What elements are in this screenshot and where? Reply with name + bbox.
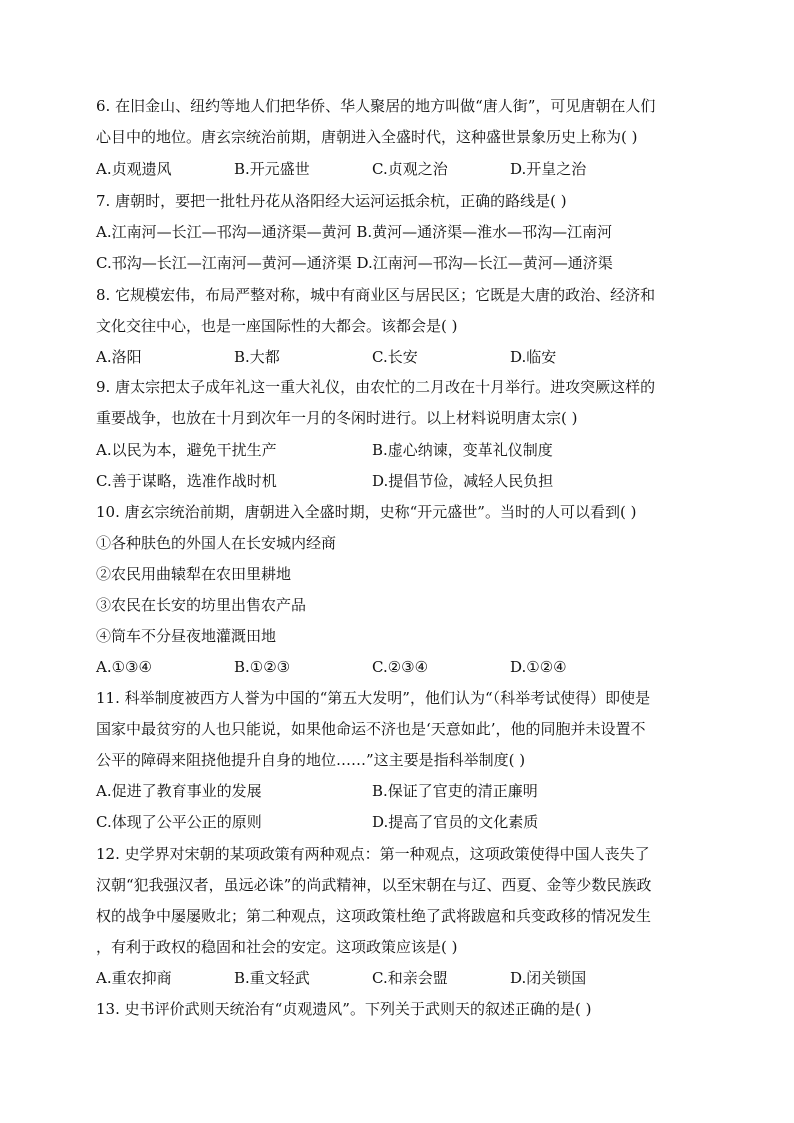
option-a: A.①③④ xyxy=(96,658,152,676)
option-b: B.重文轻武 xyxy=(234,969,310,987)
option-c: C.和亲会盟 xyxy=(372,969,448,987)
question-12-line-1: 12. 史学界对宋朝的某项政策有两种观点：第一种观点，这项政策使得中国人丧失了 xyxy=(96,845,650,863)
option-c: C.善于谋略，选准作战时机 xyxy=(96,472,277,490)
question-10-item-1: ①各种肤色的外国人在长安城内经商 xyxy=(96,534,337,552)
question-8-line-2: 文化交往中心，也是一座国际性的大都会。该都会是( ) xyxy=(96,317,458,335)
option-d: D.闭关锁国 xyxy=(510,969,587,987)
question-6-line-1: 6. 在旧金山、纽约等地人们把华侨、华人聚居的地方叫做“唐人街”，可见唐朝在人们 xyxy=(96,97,656,115)
option-ab: A.江南河—长江—邗沟—通济渠—黄河 B.黄河—通济渠—淮水—邗沟—江南河 xyxy=(96,223,613,241)
option-d: D.提倡节俭，减轻人民负担 xyxy=(372,472,554,490)
option-c: C.②③④ xyxy=(372,658,429,676)
option-b: B.开元盛世 xyxy=(234,160,310,178)
option-a: A.促进了教育事业的发展 xyxy=(96,782,262,800)
question-9-line-1: 9. 唐太宗把太子成年礼这一重大礼仪，由农忙的二月改在十月举行。进攻突厥这样的 xyxy=(96,378,656,396)
option-a: A.贞观遗风 xyxy=(96,160,172,178)
option-d: D.提高了官员的文化素质 xyxy=(372,813,539,831)
question-11-line-3: 公平的障碍来阻挠他提升自身的地位……”这主要是指科举制度( ) xyxy=(96,751,526,769)
question-7-line-1: 7. 唐朝时，要把一批牡丹花从洛阳经大运河运抵余杭，正确的路线是( ) xyxy=(96,192,567,210)
question-9-line-2: 重要战争，也放在十月到次年一月的冬闲时进行。以上材料说明唐太宗( ) xyxy=(96,409,578,427)
question-12-line-3: 权的战争中屡屡败北；第二种观点，这项政策杜绝了武将跋扈和兵变政移的情况发生 xyxy=(96,907,652,925)
option-c: C.贞观之治 xyxy=(372,160,448,178)
question-13-line-1: 13. 史书评价武则天统治有“贞观遗风”。下列关于武则天的叙述正确的是( ) xyxy=(96,1000,592,1018)
question-8-line-1: 8. 它规模宏伟，布局严整对称，城中有商业区与居民区；它既是大唐的政治、经济和 xyxy=(96,286,656,304)
question-10-item-4: ④筒车不分昼夜地灌溉田地 xyxy=(96,627,277,645)
option-b: B.大都 xyxy=(234,348,280,366)
option-c: C.长安 xyxy=(372,348,418,366)
option-d: D.开皇之治 xyxy=(510,160,587,178)
question-11-line-1: 11. 科举制度被西方人誉为中国的“第五大发明”，他们认为“（科举考试使得）即使是 xyxy=(96,689,651,707)
option-b: B.①②③ xyxy=(234,658,291,676)
option-a: A.重农抑商 xyxy=(96,969,172,987)
option-cd: C.邗沟—长江—江南河—黄河—通济渠 D.江南河—邗沟—长江—黄河—通济渠 xyxy=(96,254,613,272)
question-10-line-1: 10. 唐玄宗统治前期，唐朝进入全盛时期，史称“开元盛世”。当时的人可以看到( ) xyxy=(96,503,637,521)
question-12-line-2: 汉朝“犯我强汉者，虽远必诛”的尚武精神，以至宋朝在与辽、西夏、金等少数民族政 xyxy=(96,876,652,894)
option-b: B.保证了官吏的清正廉明 xyxy=(372,782,538,800)
question-11-line-2: 国家中最贫穷的人也只能说，如果他命运不济也是‘天意如此’，他的同胞并未设置不 xyxy=(96,720,646,738)
question-10-item-2: ②农民用曲辕犁在农田里耕地 xyxy=(96,565,292,583)
question-10-item-3: ③农民在长安的坊里出售农产品 xyxy=(96,596,307,614)
question-12-line-4: ，有利于政权的稳固和社会的安定。这项政策应该是( ) xyxy=(96,938,458,956)
option-a: A.洛阳 xyxy=(96,348,142,366)
option-d: D.临安 xyxy=(510,348,557,366)
option-d: D.①②④ xyxy=(510,658,567,676)
option-a: A.以民为本，避免干扰生产 xyxy=(96,441,277,459)
option-b: B.虚心纳谏，变革礼仪制度 xyxy=(372,441,553,459)
option-c: C.体现了公平公正的原则 xyxy=(96,813,262,831)
question-6-line-2: 心目中的地位。唐玄宗统治前期，唐朝进入全盛时代，这种盛世景象历史上称为( ) xyxy=(96,128,638,146)
